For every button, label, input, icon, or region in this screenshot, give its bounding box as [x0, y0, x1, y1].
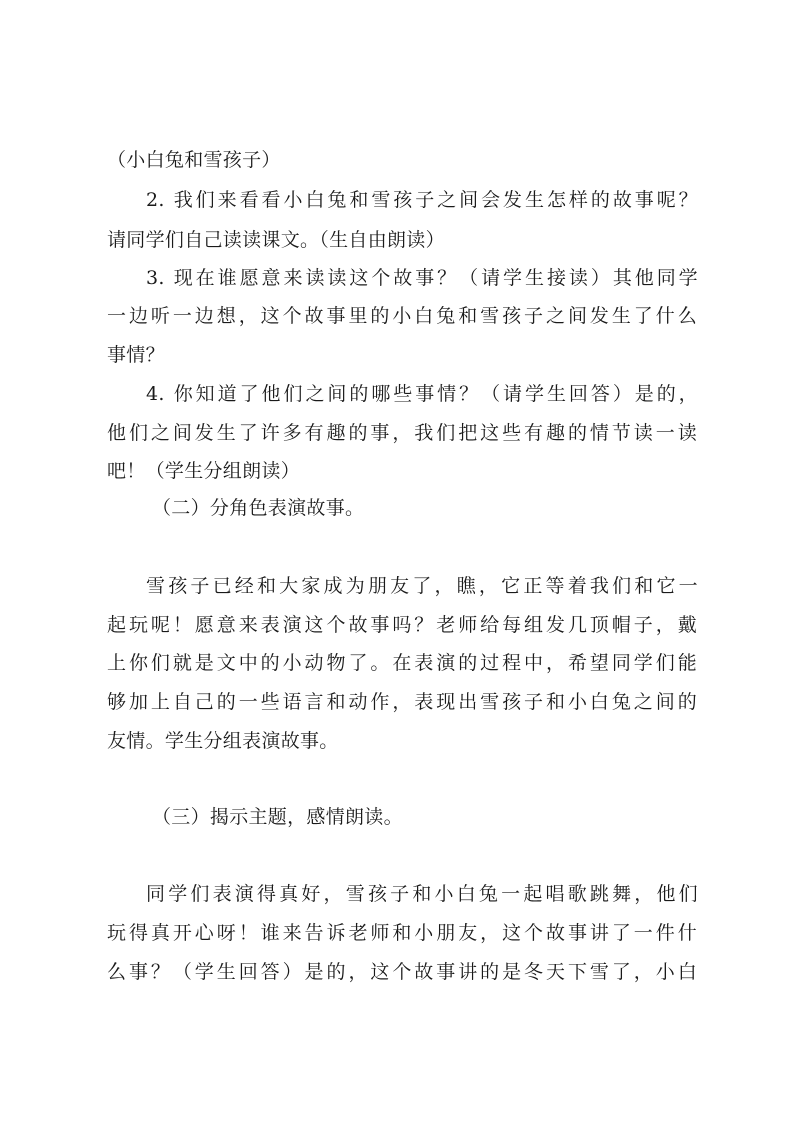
paragraph-line: 起玩呢！愿意来表演这个故事吗？老师给每组发几顶帽子，戴	[107, 614, 697, 636]
paragraph-line: 玩得真开心呀！谁来告诉老师和小朋友，这个故事讲了一件什	[107, 922, 697, 944]
paragraph-line: 3. 现在谁愿意来读读这个故事？（请学生接读）其他同学	[146, 267, 698, 289]
section-heading: （二）分角色表演故事。	[152, 497, 365, 519]
paragraph-line: 他们之间发生了许多有趣的事，我们把这些有趣的情节读一读	[107, 422, 697, 444]
paragraph-line: 够加上自己的一些语言和动作，表现出雪孩子和小白兔之间的	[107, 691, 697, 713]
section-heading: （三）揭示主题，感情朗读。	[152, 806, 403, 828]
paragraph-line: 友情。学生分组表演故事。	[107, 730, 339, 752]
paragraph-line: （小白兔和雪孩子）	[107, 149, 281, 171]
paragraph-line: 请同学们自己读读课文。（生自由朗读）	[107, 229, 445, 251]
paragraph-line: 么事？（学生回答）是的，这个故事讲的是冬天下雪了，小白	[107, 961, 697, 983]
paragraph-line: 一边听一边想，这个故事里的小白兔和雪孩子之间发生了什么	[107, 305, 697, 327]
paragraph-line: 雪孩子已经和大家成为朋友了，瞧，它正等着我们和它一	[146, 575, 698, 597]
paragraph-line: 吧！（学生分组朗读）	[107, 460, 301, 482]
paragraph-line: 上你们就是文中的小动物了。在表演的过程中，希望同学们能	[107, 652, 697, 674]
paragraph-line: 事情？	[107, 344, 165, 366]
paragraph-line: 2. 我们来看看小白兔和雪孩子之间会发生怎样的故事呢？	[146, 189, 698, 211]
paragraph-line: 4. 你知道了他们之间的哪些事情？（请学生回答）是的，	[146, 383, 698, 405]
paragraph-line: 同学们表演得真好，雪孩子和小白兔一起唱歌跳舞，他们	[146, 883, 698, 905]
